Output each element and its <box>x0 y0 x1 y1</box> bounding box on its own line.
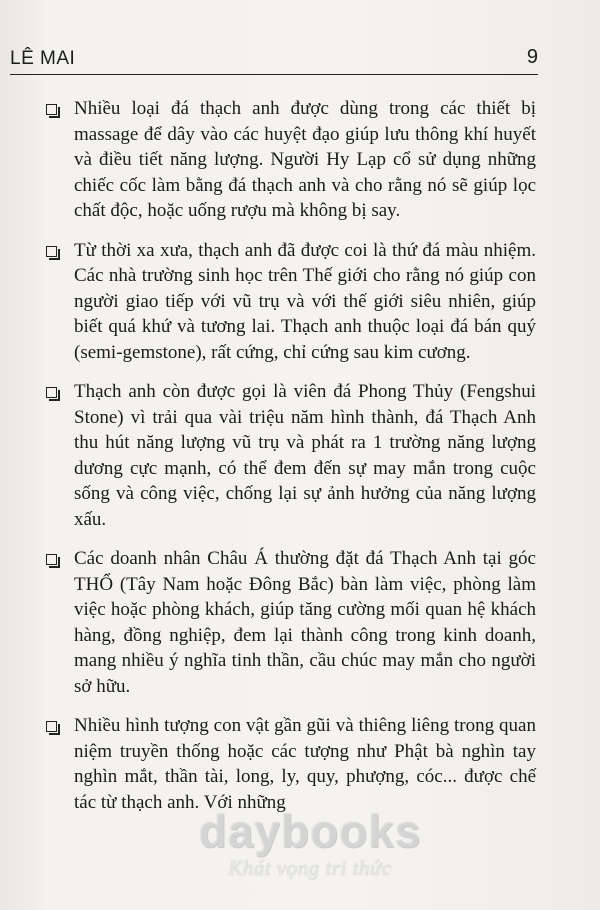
square-bullet-icon <box>46 387 57 398</box>
page-number: 9 <box>526 46 538 68</box>
watermark-slogan: Khát vọng tri thức <box>228 856 392 880</box>
list-item <box>44 379 536 532</box>
list-item <box>44 546 536 699</box>
page-header <box>10 46 538 75</box>
list-item-text: Nhiều loại đá thạch anh được dùng trong các thiết bị massage để dây vào các huyệt đạo giúp lưu thông khí huyết và điều tiết năng lượng. Người Hy Lạp cổ sử dụng những chiếc cốc làm bằng đá thạch anh và cho rằng nó sẽ giúp lọc chất độc, hoặc uống rượu mà không bị say. <box>74 98 536 221</box>
square-bullet-icon <box>46 246 57 257</box>
watermark-brand: daybooks <box>198 805 422 857</box>
square-bullet-icon <box>46 104 57 115</box>
list-item-text: Thạch anh còn được gọi là viên đá Phong Thủy (Fengshui Stone) vì trải qua vài triệu năm hình thành, đá Thạch Anh thu hút năng lượng vũ trụ và phát ra 1 trường năng lượng dương cực mạnh, có thể đem đến sự may mắn trong cuộc sống và công việc, chống lại sự ảnh hưởng của năng lượng xấu. <box>74 381 536 530</box>
square-bullet-icon <box>46 554 57 565</box>
list-item-text: Các doanh nhân Châu Á thường đặt đá Thạch Anh tại góc THỔ (Tây Nam hoặc Đông Bắc) bàn làm việc, phòng làm việc hoặc phòng khách, giúp tăng cường mối quan hệ khách hàng, đồng nghiệp, đem lại thành công trong kinh doanh, mang nhiều ý nghĩa tinh thần, cầu chúc may mắn cho người sở hữu. <box>74 548 536 697</box>
list-item <box>44 238 536 366</box>
list-item-text: Từ thời xa xưa, thạch anh đã được coi là thứ đá màu nhiệm. Các nhà trường sinh học trên Thế giới cho rằng nó giúp con người giao tiếp với vũ trụ và với thế giới siêu nhiên, giúp biết quá khứ và tương lai. Thạch anh thuộc loại đá bán quý (semi-gemstone), rất cứng, chỉ cứng sau kim cương. <box>74 239 536 363</box>
list-item <box>44 96 536 224</box>
running-head-author: LÊ MAI <box>10 48 76 69</box>
list-item-text: Nhiều hình tượng con vật gần gũi và thiêng liêng trong quan niệm truyền thống hoặc các tượng như Phật bà nghìn tay nghìn mắt, thần tài, long, ly, quy, phượng, cóc... được chế tác từ thạch anh. Với những <box>74 715 536 813</box>
square-bullet-icon <box>46 721 57 732</box>
list-item <box>44 713 536 815</box>
page-body <box>44 96 536 829</box>
